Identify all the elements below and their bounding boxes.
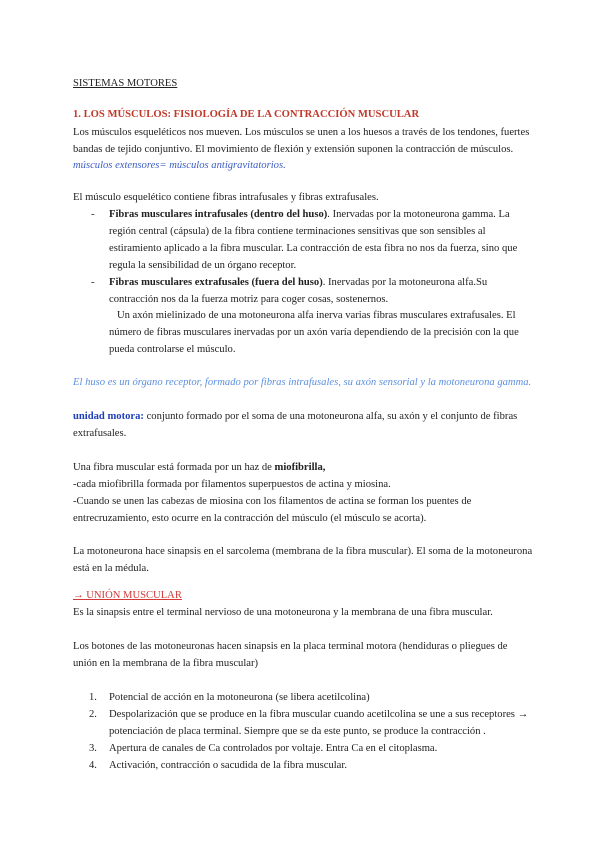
bullet-line: regula la sensibilidad de un órgano receptor.	[109, 260, 297, 271]
paragraph-line: El músculo esquelético contiene fibras intrafusales y fibras extrafusales.	[73, 192, 379, 203]
bullet-text: . Inervadas por la motoneurona gamma. La	[327, 209, 510, 220]
paragraph-line: -cada miofibrilla formada por filamentos superpuestos de actina y miosina.	[73, 479, 391, 490]
bullet-extrafusales	[109, 274, 487, 291]
list-number: 2.	[89, 709, 97, 720]
unidad-motora-text: conjunto formado por el soma de una motoneurona alfa, su axón y el conjunto de fibras	[143, 411, 518, 422]
paragraph-line: La motoneurona hace sinapsis en el sarcolema (membrana de la fibra muscular). El soma de la motoneurona	[73, 546, 533, 557]
bullet-dash: -	[91, 209, 95, 220]
paragraph-line: Los músculos esqueléticos nos mueven. Los músculos se unen a los huesos a través de los tendones, fuertes	[73, 127, 530, 138]
paragraph-line: entrecruzamiento, esto ocurre en la contracción del músculo (el músculo se acorta).	[73, 513, 427, 524]
section-heading-musculos: 1. LOS MÚSCULOS: FISIOLOGÍA DE LA CONTRACCIÓN MUSCULAR	[73, 109, 420, 120]
miofibrilla-line	[73, 459, 325, 476]
bullet-line: Un axón mielinizado de una motoneurona alfa inerva varias fibras musculares extrafusales. El	[109, 310, 516, 321]
list-number: 1.	[89, 692, 97, 703]
paragraph-line: Los botones de las motoneuronas hacen sinapsis en la placa terminal motora (hendiduras o pliegues de	[73, 641, 508, 652]
bullet-term: Fibras musculares intrafusales (dentro del huso)	[109, 209, 328, 220]
paragraph-line: bandas de tejido conjuntivo. El movimiento de flexión y extensión suponen la contracción de músculos.	[73, 144, 514, 155]
huso-note: El huso es un órgano receptor, formado por fibras intrafusales, su axón sensorial y la motoneurona gamma.	[73, 377, 532, 388]
bullet-text: . Inervadas por la motoneurona alfa.Su	[322, 277, 488, 288]
bullet-line: región central (cápsula) de la fibra contiene terminaciones sensitivas que son sensibles al	[109, 226, 486, 237]
list-number: 3.	[89, 743, 97, 754]
bullet-line: estiramiento aplicado a la fibra muscular. La contracción de esta fibra no nos da fuerza, sino que	[109, 243, 518, 254]
miofibrilla-term: miofibrilla,	[274, 462, 326, 473]
list-item: Apertura de canales de Ca controlados por voltaje. Entra Ca en el citoplasma.	[109, 743, 438, 754]
list-item: Despolarización que se produce en la fibra muscular cuando acetilcolina se une a sus receptores →	[109, 709, 529, 720]
bullet-intrafusales	[109, 206, 510, 223]
bullet-dash: -	[91, 277, 95, 288]
bullet-term: Fibras musculares extrafusales (fuera del huso)	[109, 277, 323, 288]
paragraph-line: Es la sinapsis entre el terminal nervioso de una motoneurona y la membrana de una fibra muscular.	[73, 607, 493, 618]
bullet-line: contracción nos da la fuerza motriz para coger cosas, sostenernos.	[109, 294, 389, 305]
italic-note: músculos extensores= músculos antigravitatorios.	[73, 160, 286, 171]
list-number: 4.	[89, 760, 97, 771]
bullet-line: pueda controlarse el músculo.	[109, 344, 236, 355]
list-item: Activación, contracción o sacudida de la fibra muscular.	[109, 760, 347, 771]
union-muscular-heading: → UNIÓN MUSCULAR	[73, 590, 182, 601]
document-title: SISTEMAS MOTORES	[73, 78, 178, 89]
unidad-motora-term: unidad motora:	[73, 411, 144, 422]
list-item-continuation: potenciación de placa terminal. Siempre que se da este punto, se produce la contracción .	[109, 726, 486, 737]
paragraph-line: -Cuando se unen las cabezas de miosina con los filamentos de actina se forman los puentes de	[73, 496, 472, 507]
paragraph-line: está en la médula.	[73, 563, 149, 574]
miofibrilla-prefix: Una fibra muscular está formada por un haz de	[73, 462, 275, 473]
paragraph-line: unión en la membrana de la fibra muscular)	[73, 658, 259, 669]
unidad-motora-definition	[73, 408, 517, 425]
paragraph-line: extrafusales.	[73, 428, 127, 439]
list-item: Potencial de acción en la motoneurona (se libera acetilcolina)	[109, 692, 370, 703]
bullet-line: número de fibras musculares inervadas por un axón varía dependiendo de la precisión con la que	[109, 327, 519, 338]
